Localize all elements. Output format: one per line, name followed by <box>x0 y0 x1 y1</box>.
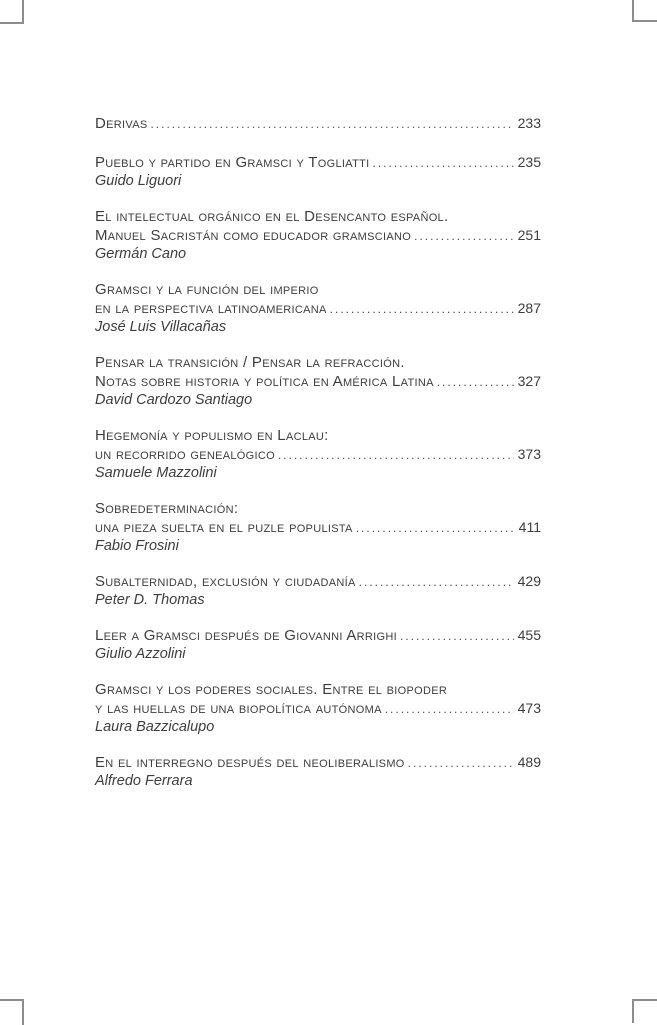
toc-entry-author: José Luis Villacañas <box>95 319 227 335</box>
toc-entry-last-line <box>95 299 541 318</box>
toc-entry-title: y las huellas de una biopolítica autónoma <box>95 700 382 717</box>
toc-entry-last-line <box>95 699 541 718</box>
toc-entry-last-line <box>95 114 541 133</box>
toc-entry <box>95 753 541 791</box>
toc-entry <box>95 207 541 264</box>
toc-entry <box>95 280 541 337</box>
toc-entry-last-line <box>95 226 541 245</box>
toc-entry <box>95 680 541 737</box>
toc-entry <box>95 626 541 664</box>
toc-page-number: 411 <box>518 519 541 535</box>
toc-entry-last-line <box>95 153 541 172</box>
toc-entry-title-line: Gramsci y la función del imperio <box>95 281 319 298</box>
toc-entry-author: Samuele Mazzolini <box>95 465 217 481</box>
toc-entry-author: Laura Bazzicalupo <box>95 719 215 735</box>
toc-entry-author: Peter D. Thomas <box>95 592 205 608</box>
toc-page-number: 233 <box>517 115 541 131</box>
toc-entry-title-line: El intelectual orgánico en el Desencanto español. <box>95 208 449 225</box>
dot-leader <box>437 375 514 389</box>
dot-leader <box>150 117 513 131</box>
toc-entry <box>95 153 541 191</box>
toc-entry-title: Subalternidad, exclusión y ciudadanía <box>95 573 356 590</box>
toc-entry <box>95 499 541 556</box>
toc-page-number: 327 <box>517 373 541 389</box>
toc-entry <box>95 114 541 133</box>
toc-entry <box>95 426 541 483</box>
dot-leader <box>359 575 514 589</box>
toc-entry-title: Manuel Sacristán como educador gramsciano <box>95 227 412 244</box>
toc-entry <box>95 353 541 410</box>
toc-entry-last-line <box>95 753 541 772</box>
toc-entry-title-block <box>95 207 541 226</box>
toc-entry-title-block <box>95 353 541 372</box>
toc-entry-author: Guido Liguori <box>95 173 182 189</box>
toc-page-number: 251 <box>517 227 541 243</box>
toc-entry-last-line <box>95 372 541 391</box>
toc-entry-title-line: Sobredeterminación: <box>95 500 239 517</box>
dot-leader <box>278 448 514 462</box>
dot-leader <box>356 521 515 535</box>
toc-entry-title-block <box>95 499 541 518</box>
toc-entry-title: Leer a Gramsci después de Giovanni Arrighi <box>95 627 397 644</box>
toc-entry-title: en la perspectiva latinoamericana <box>95 300 327 317</box>
toc-entry-title: En el interregno después del neoliberalismo <box>95 754 405 771</box>
dot-leader <box>385 702 514 716</box>
crop-mark-top-left <box>0 0 24 24</box>
toc-entry-last-line <box>95 626 541 645</box>
toc-page-number: 287 <box>517 300 541 316</box>
toc-entry-author: Alfredo Ferrara <box>95 773 193 789</box>
toc-entry-title: Pueblo y partido en Gramsci y Togliatti <box>95 154 370 171</box>
toc-entry-title: Notas sobre historia y política en América Latina <box>95 373 434 390</box>
toc-page-number: 455 <box>517 627 541 643</box>
dot-leader <box>408 756 514 770</box>
toc-entry-title: Derivas <box>95 115 148 132</box>
toc-entry-last-line <box>95 572 541 591</box>
toc-entry-author: Germán Cano <box>95 246 187 262</box>
table-of-contents <box>95 114 541 807</box>
crop-mark-bottom-right <box>632 999 657 1023</box>
toc-entry-title: una pieza suelta en el puzle populista <box>95 519 353 536</box>
toc-page-number: 429 <box>517 573 541 589</box>
toc-page-number: 373 <box>517 446 541 462</box>
dot-leader <box>372 156 513 170</box>
toc-entry-last-line <box>95 445 541 464</box>
toc-page-number: 489 <box>517 754 541 770</box>
toc-entry-last-line <box>95 518 541 537</box>
toc-entry-author: David Cardozo Santiago <box>95 392 253 408</box>
toc-entry-title-line: Pensar la transición / Pensar la refracción. <box>95 354 405 371</box>
toc-page-number: 473 <box>517 700 541 716</box>
toc-entry-title: un recorrido genealógico <box>95 446 275 463</box>
toc-entry-title-line: Gramsci y los poderes sociales. Entre el biopoder <box>95 681 448 698</box>
toc-entry-title-block <box>95 426 541 445</box>
toc-entry <box>95 572 541 610</box>
dot-leader <box>330 302 514 316</box>
toc-entry-author: Fabio Frosini <box>95 538 179 554</box>
toc-entry-title-line: Hegemonía y populismo en Laclau: <box>95 427 329 444</box>
dot-leader <box>400 629 514 643</box>
crop-mark-top-right <box>632 0 657 22</box>
toc-page-number: 235 <box>517 154 541 170</box>
dot-leader <box>414 229 514 243</box>
crop-mark-bottom-left <box>0 999 24 1025</box>
toc-entry-author: Giulio Azzolini <box>95 646 186 662</box>
toc-entry-title-block <box>95 280 541 299</box>
toc-entry-title-block <box>95 680 541 699</box>
